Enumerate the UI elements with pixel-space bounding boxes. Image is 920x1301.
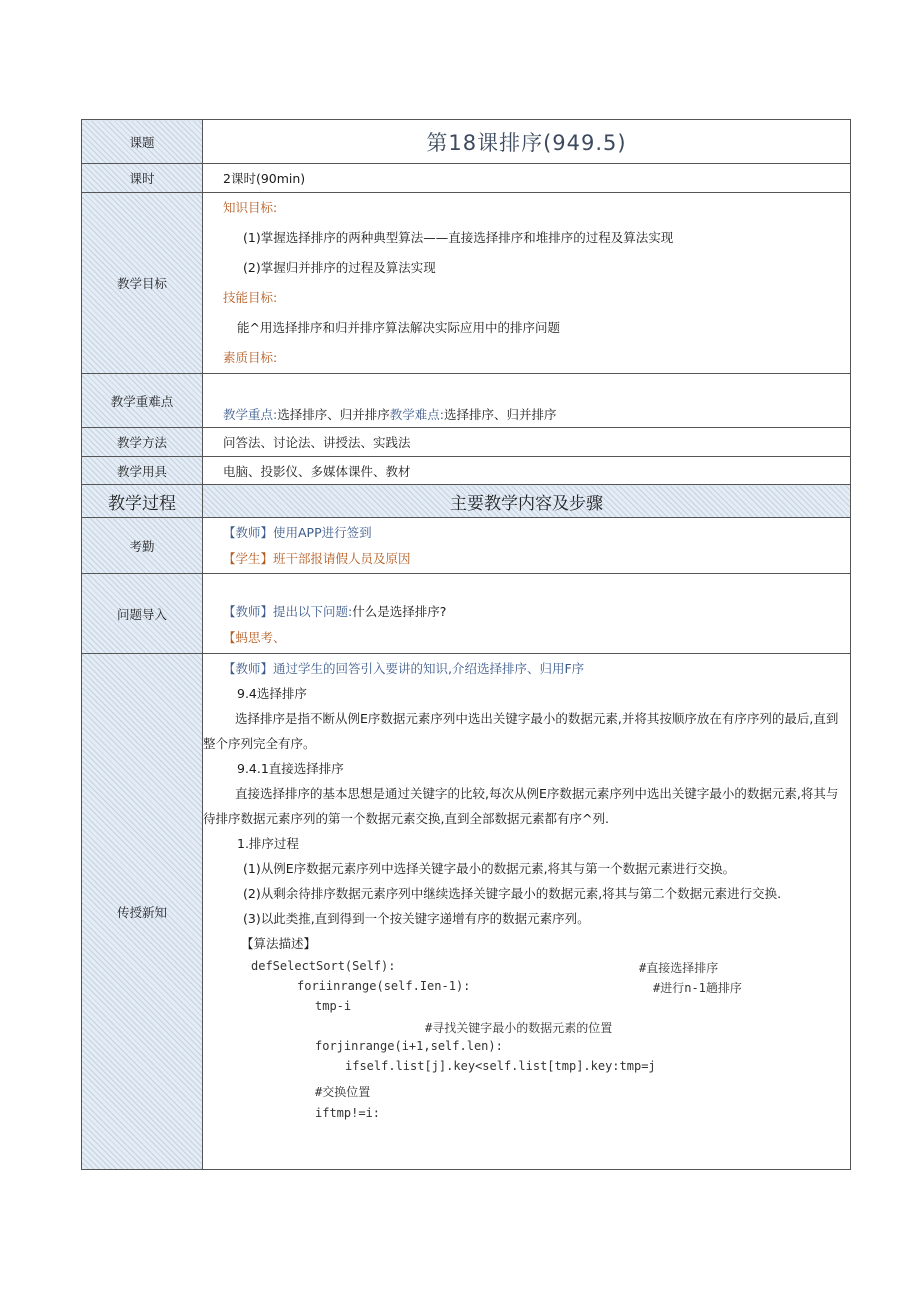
process-title: 1.排序过程: [237, 836, 299, 851]
code-comment-def: #直接选择排序: [639, 961, 719, 975]
row-goals: [82, 193, 851, 374]
code-line-if-key: ifself.list[j].key<self.list[tmp].key:tmp=j: [345, 1059, 656, 1073]
intro-teacher-tag: 【教师】提出以下问题:: [223, 604, 353, 619]
section-9-4: 9.4选择排序: [237, 686, 307, 701]
code-line-if-tmp: iftmp!=i:: [315, 1106, 381, 1120]
attendance-label: 考勤: [82, 518, 203, 574]
intro-label: 问题导入: [82, 574, 203, 654]
topic-label: 课题: [82, 120, 203, 164]
process-header-left: 教学过程: [82, 485, 203, 518]
lesson-title: 第18课排序(949.5): [203, 120, 851, 164]
knowledge-goal-title: 知识目标:: [223, 200, 278, 215]
hours-value: 2课时(90min): [203, 164, 851, 193]
goals-content: [203, 193, 851, 374]
code-line-def: defSelectSort(Self):: [251, 959, 396, 973]
goals-label: 教学目标: [82, 193, 203, 374]
row-topic: [82, 120, 851, 164]
quality-goal-title: 素质目标:: [223, 350, 278, 365]
intro-content: [203, 574, 851, 654]
code-comment-for-i: #进行n-1趟排序: [653, 981, 742, 995]
methods-label: 教学方法: [82, 428, 203, 457]
process-step-1: (1)从例E序数据元素序列中选择关键字最小的数据元素,将其与第一个数据元素进行交换。: [243, 861, 736, 876]
row-tools: [82, 457, 851, 485]
code-line-tmp: tmp-i: [315, 999, 352, 1013]
paragraph-selection-sort: 选择排序是指不断从例E序数据元素序列中选出关键字最小的数据元素,并将其按顺序放在有序序列的最后,直到整个序列完全有序。: [203, 711, 839, 751]
key-point-title: 教学重点:: [223, 407, 278, 422]
section-9-4-1: 9.4.1直接选择排序: [237, 761, 344, 776]
knowledge-goal-2: (2)掌握归并排序的过程及算法实现: [243, 260, 436, 275]
attendance-teacher: 【教师】使用APP进行签到: [223, 524, 372, 540]
teach-label: 传授新知: [82, 654, 203, 1170]
row-hours: [82, 164, 851, 193]
intro-student: 【蚂思考、: [223, 630, 286, 645]
lesson-plan-table: [81, 119, 850, 1169]
row-teach: [82, 654, 851, 1170]
code-comment-find-min: #寻找关键字最小的数据元素的位置: [425, 1021, 613, 1035]
row-methods: [82, 428, 851, 457]
code-line-for-j: forjinrange(i+1,self.len):: [315, 1039, 503, 1053]
code-block: [203, 956, 846, 1126]
skill-goal-1: 能^用选择排序和归并排序算法解决实际应用中的排序问题: [237, 320, 560, 335]
skill-goal-title: 技能目标:: [223, 290, 278, 305]
keypoints-content: [203, 374, 851, 428]
code-comment-swap: #交换位置: [315, 1085, 371, 1099]
intro-question: 什么是选择排序?: [352, 604, 447, 619]
knowledge-goal-1: (1)掌握选择排序的两种典型算法——直接选择排序和堆排序的过程及算法实现: [243, 230, 674, 245]
process-step-2: (2)从剩余待排序数据元素序列中继续选择关键字最小的数据元素,将其与第二个数据元素进行交换.: [243, 886, 782, 901]
attendance-student: 【学生】班干部报请假人员及原因: [223, 550, 411, 566]
row-process-header: [82, 485, 851, 518]
key-point-value: 选择排序、归并排序: [277, 407, 390, 422]
teach-teacher-line: 【教师】通过学生的回答引入要讲的知识,介绍选择排序、归用F序: [223, 661, 585, 676]
tools-value: 电脑、投影仪、多媒体课件、教材: [203, 457, 851, 485]
row-keypoints: [82, 374, 851, 428]
process-header-right: 主要教学内容及步骤: [203, 485, 851, 518]
tools-label: 教学用具: [82, 457, 203, 485]
intro-teacher-line: [223, 599, 850, 625]
methods-value: 问答法、讨论法、讲授法、实践法: [203, 428, 851, 457]
paragraph-direct-selection: 直接选择排序的基本思想是通过关键字的比较,每次从例E序数据元素序列中选出关键字最小的数据元素,将其与待排序数据元素序列的第一个数据元素交换,直到全部数据元素都有序^列.: [203, 786, 839, 826]
difficulty-value: 选择排序、归并排序: [443, 407, 557, 422]
attendance-content: [203, 518, 851, 574]
teach-content: [203, 654, 851, 1170]
algorithm-title: 【算法描述】: [241, 936, 317, 951]
row-intro: [82, 574, 851, 654]
keypoints-label: 教学重难点: [82, 374, 203, 428]
row-attendance: [82, 518, 851, 574]
process-step-3: (3)以此类推,直到得到一个按关键字递增有序的数据元素序列。: [243, 911, 590, 926]
difficulty-title: 教学难点:: [389, 407, 444, 422]
hours-label: 课时: [82, 164, 203, 193]
code-line-for-i: foriinrange(self.Ien-1):: [297, 979, 471, 993]
